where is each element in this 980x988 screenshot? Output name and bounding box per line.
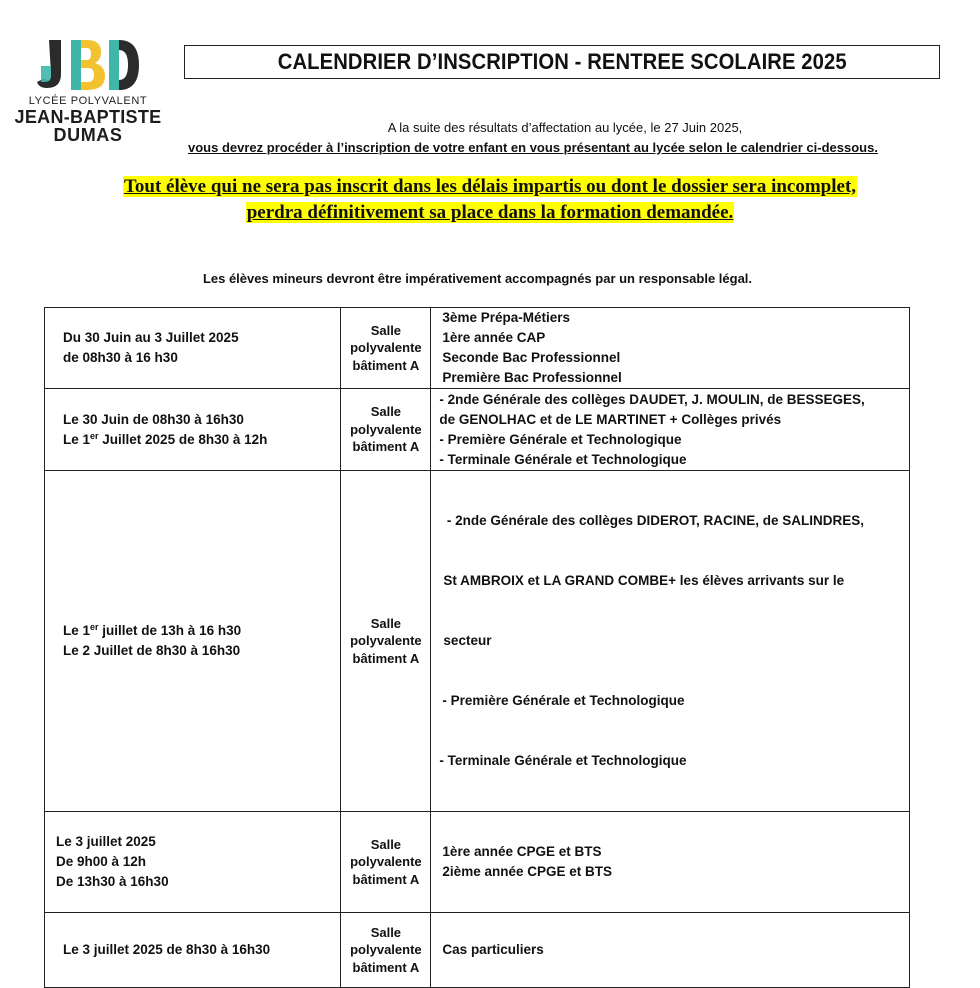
location-line: polyvalente	[350, 340, 422, 356]
location-cell	[341, 389, 431, 471]
ordinal-suffix: er	[90, 622, 99, 632]
classes-cell	[431, 812, 910, 913]
location-line: Salle	[370, 322, 402, 338]
date-line: Le 30 Juin de 08h30 à 16h30	[63, 411, 244, 427]
table-row	[45, 389, 910, 471]
ordinal-suffix: er	[90, 430, 99, 441]
location-line: Salle	[370, 615, 402, 631]
date-suffix: Juillet 2025 de 8h30 à 12h	[98, 431, 268, 447]
date-prefix: Le 1	[63, 623, 91, 638]
class-line: Seconde Bac Professionnel	[442, 350, 621, 365]
classes-cell	[431, 471, 910, 812]
location-line: Salle	[370, 404, 402, 420]
date-line: De 9h00 à 12h	[56, 854, 147, 869]
warning-line-1	[0, 176, 980, 198]
warning-line-2	[0, 202, 980, 224]
location-line: polyvalente	[350, 633, 422, 649]
date-line: Le 3 juillet 2025	[56, 834, 156, 849]
location-line: polyvalente	[350, 854, 422, 870]
guardian-note: Les élèves mineurs devront être impérativement accompagnés par un responsable légal.	[202, 271, 753, 286]
date-line: de 08h30 à 16 h30	[63, 350, 178, 365]
class-line: de GENOLHAC et de LE MARTINET + Collèges privés	[439, 411, 782, 427]
date-suffix: juillet de 13h à 16 h30	[98, 623, 242, 638]
date-cell	[45, 471, 341, 812]
class-line: Cas particuliers	[442, 942, 544, 957]
class-line: 1ère année CPGE et BTS	[442, 844, 602, 859]
page-title: CALENDRIER D’INSCRIPTION - RENTREE SCOLAIRE 2025	[277, 49, 847, 74]
location-line: bâtiment A	[352, 959, 420, 975]
classes-cell	[431, 389, 910, 471]
date-cell	[45, 389, 341, 471]
location-cell	[341, 308, 431, 389]
date-line	[63, 621, 340, 641]
warning-line-2-text: perdra définitivement sa place dans la formation demandée.	[246, 202, 734, 223]
classes-cell	[431, 308, 910, 389]
location-line: bâtiment A	[352, 439, 420, 455]
date-line: Le 2 Juillet de 8h30 à 16h30	[63, 643, 241, 658]
logo-lycee-label: LYCÉE POLYVALENT	[28, 95, 148, 107]
location-line: bâtiment A	[352, 357, 420, 373]
location-line: polyvalente	[350, 942, 422, 958]
intro-line-1: A la suite des résultats d’affectation au lycée, le 27 Juin 2025,	[387, 120, 743, 135]
date-line: De 13h30 à 16h30	[56, 874, 169, 889]
date-prefix: Le 1	[63, 431, 91, 447]
location-cell	[341, 913, 431, 988]
date-cell	[45, 308, 341, 389]
class-line: secteur	[443, 633, 492, 648]
location-line: bâtiment A	[352, 650, 420, 666]
logo-name-line2: DUMAS	[53, 125, 123, 145]
location-line: Salle	[370, 836, 402, 852]
jbd-monogram-logo	[35, 36, 141, 94]
date-line	[63, 430, 340, 450]
date-line: Du 30 Juin au 3 Juillet 2025	[63, 330, 239, 345]
table-row	[45, 812, 910, 913]
location-line: Salle	[370, 924, 402, 940]
class-line: 1ère année CAP	[442, 330, 546, 345]
page-title-box	[184, 45, 940, 79]
location-cell	[341, 471, 431, 812]
class-line: - Terminale Générale et Technologique	[439, 753, 687, 768]
class-line: 3ème Prépa-Métiers	[442, 310, 570, 325]
class-line: - 2nde Générale des collèges DIDEROT, RACINE, de SALINDRES,	[439, 513, 865, 528]
class-line: - 2nde Générale des collèges DAUDET, J. MOULIN, de BESSEGES,	[439, 391, 865, 407]
date-cell	[45, 913, 341, 988]
date-line: Le 3 juillet 2025 de 8h30 à 16h30	[63, 942, 271, 957]
location-line: polyvalente	[350, 421, 422, 437]
class-line: - Première Générale et Technologique	[439, 431, 682, 447]
intro-line-2: vous devrez procéder à l’inscription de votre enfant en vous présentant au lycée selon le calendrier ci-dessous.	[188, 140, 878, 155]
registration-calendar-table	[44, 307, 910, 988]
class-line: St AMBROIX et LA GRAND COMBE+ les élèves arrivants sur le	[443, 573, 845, 588]
date-cell	[45, 812, 341, 913]
location-line: bâtiment A	[352, 871, 420, 887]
logo-name-line1: JEAN-BAPTISTE	[14, 107, 162, 127]
warning-line-1-text: Tout élève qui ne sera pas inscrit dans les délais impartis ou dont le dossier sera incomplet,	[123, 176, 857, 197]
class-line: - Terminale Générale et Technologique	[439, 451, 687, 467]
class-line: Première Bac Professionnel	[442, 370, 622, 385]
classes-cell	[431, 913, 910, 988]
table-row	[45, 308, 910, 389]
class-line: - Première Générale et Technologique	[442, 693, 685, 708]
class-line: 2ième année CPGE et BTS	[442, 864, 612, 879]
table-row	[45, 471, 910, 812]
location-cell	[341, 812, 431, 913]
table-row	[45, 913, 910, 988]
